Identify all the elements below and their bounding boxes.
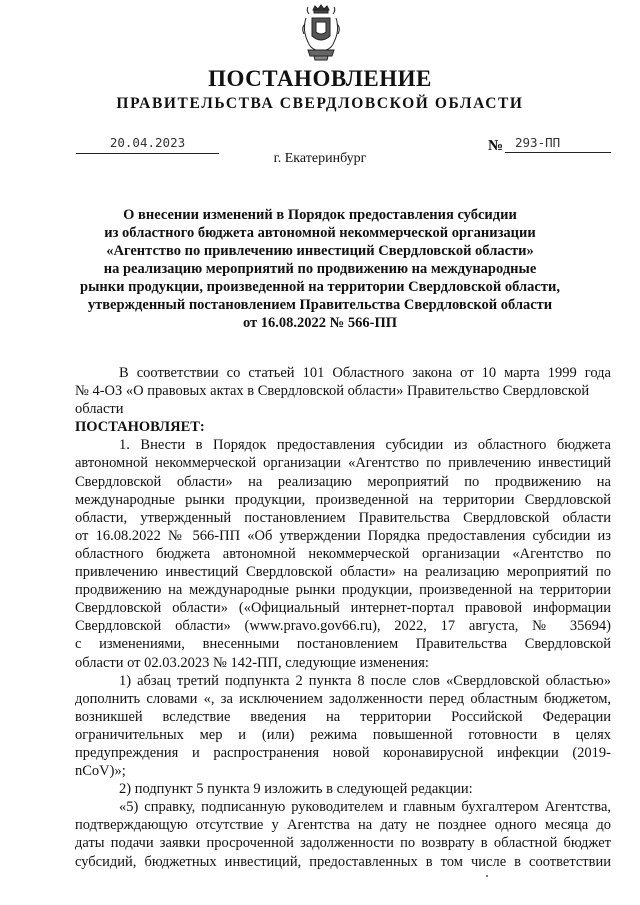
- body-line: Свердловской области» (www.pravo.gov66.ru), 2022, 17 августа, № 35694): [75, 618, 611, 635]
- body-line: даты подачи заявки просроченной задолженности по возврату в областной бюджет: [75, 835, 611, 852]
- body-line: продвижению на международные рынки продукции, произведенной на территории: [75, 582, 611, 599]
- body-line: дополнить словами «, за исключением задолженности перед областным бюджетом,: [75, 690, 611, 707]
- body-line: международные рынки продукции, произведенной на территории Свердловской: [75, 491, 611, 508]
- body-line: В соответствии со статьей 101 Областного закона от 10 марта 1999 года: [119, 365, 611, 381]
- heading-line: утвержденный постановлением Правительства Свердловской области: [87, 297, 553, 313]
- heading-line: «Агентство по привлечению инвестиций Свердловской области»: [106, 243, 534, 259]
- body-line: области, утвержденный постановлением Правительства Свердловской области: [75, 509, 611, 526]
- city-name: г. Екатеринбург: [273, 151, 367, 166]
- number-label: №: [488, 138, 504, 154]
- body-line: области: [75, 401, 124, 418]
- heading-line: от 16.08.2022 № 566-ПП: [242, 315, 397, 331]
- document-title: ПОСТАНОВЛЕНИЕ: [208, 66, 432, 91]
- body-line: ограничительных мер и (или) режима повышенной готовности в целях: [75, 726, 611, 743]
- document-number: 293-ПП: [505, 135, 611, 153]
- document-date: 20.04.2023: [76, 135, 219, 154]
- heading-line: О внесении изменений в Порядок предоставления субсидии: [123, 207, 517, 223]
- body-line: подтверждающую отсутствие у Агентства на дату не позднее одного месяца до: [75, 817, 611, 834]
- body-line: 1. Внести в Порядок предоставления субсидии из областного бюджета: [119, 437, 611, 454]
- coat-of-arms-icon: [300, 4, 342, 62]
- resolution-keyword: ПОСТАНОВЛЯЕТ:: [75, 419, 205, 436]
- body-line: 2) подпункт 5 пункта 9 изложить в следующей редакции:: [119, 781, 473, 798]
- body-line: возникшей вследствие введения на территории Российской Федерации: [75, 708, 611, 725]
- body-line: субсидий, бюджетных инвестиций, предоставленных в том числе в соответствии: [75, 853, 611, 870]
- body-line: области от 02.03.2023 № 142-ПП, следующие изменения:: [75, 654, 429, 671]
- heading-line: из областного бюджета автономной некоммерческой организации: [104, 225, 536, 241]
- body-line: от 16.08.2022 № 566-ПП «Об утверждении Порядка предоставления субсидии из: [75, 527, 611, 544]
- body-line: 1) абзац третий подпункта 2 пункта 8 после слов «Свердловской областью»: [119, 672, 611, 689]
- body-line: с изменениями, внесенными постановлением Правительства Свердловской: [75, 636, 611, 653]
- body-line: Свердловской области» («Официальный интернет-портал правовой информации: [75, 600, 611, 617]
- document-subtitle: ПРАВИТЕЛЬСТВА СВЕРДЛОВСКОЙ ОБЛАСТИ: [116, 95, 524, 112]
- body-line: Свердловской области» на реализацию мероприятий по продвижению на: [75, 473, 611, 490]
- body-line: автономной некоммерческой организации «Агентство по привлечению инвестиций: [75, 455, 611, 472]
- heading-line: рынки продукции, произведенной на территории Свердловской области,: [80, 279, 560, 295]
- body-line: № 4-ОЗ «О правовых актах в Свердловской области» Правительство Свердловской: [75, 383, 590, 400]
- document-body: [75, 364, 611, 871]
- body-line: областного бюджета автономной некоммерческой организации «Агентство по: [75, 545, 611, 562]
- body-line: nCoV)»;: [75, 763, 126, 780]
- body-line: предупреждения и распространения новой коронавирусной инфекции (2019-: [75, 744, 611, 761]
- heading-line: на реализацию мероприятий по продвижению на международные: [103, 261, 537, 277]
- scan-speck: [486, 875, 488, 877]
- body-line: привлечению инвестиций Свердловской области» на реализацию мероприятий по: [75, 564, 611, 581]
- body-line: «5) справку, подписанную руководителем и главным бухгалтером Агентства,: [119, 799, 611, 816]
